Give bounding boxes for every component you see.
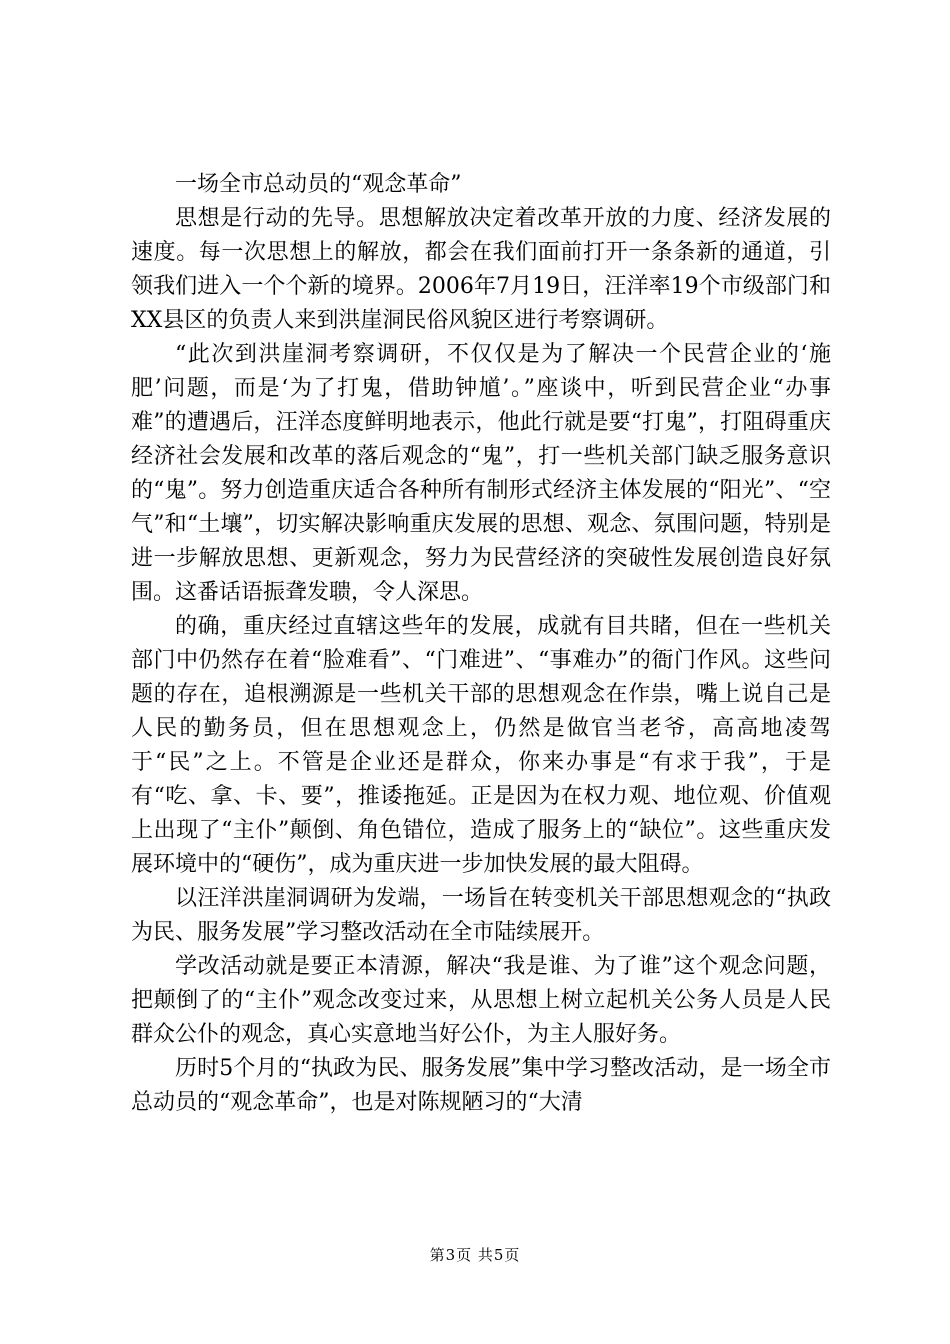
article-body xyxy=(131,168,831,1120)
paragraph-1: 思想是行动的先导。思想解放决定着改革开放的力度、经济发展的速度。每一次思想上的解放，都会在我们面前打开一条条新的通道，引领我们进入一个个新的境界。2006年7月19日，汪洋率19个市级部门和XX县区的负责人来到洪崖洞民俗风貌区进行考察调研。 xyxy=(131,206,831,333)
article-heading: 一场全市总动员的“观念革命” xyxy=(175,172,462,197)
paragraph-3: 的确，重庆经过直辖这些年的发展，成就有目共睹，但在一些机关部门中仍然存在着“脸难看”、“门难进”、“事难办”的衙门作风。这些问题的存在，追根溯源是一些机关干部的思想观念在作祟，嘴上说自己是人民的勤务员，但在思想观念上，仍然是做官当老爷，高高地凌驾于“民”之上。不管是企业还是群众，你来办事是“有求于我”，于是有“吃、拿、卡、要”，推诿拖延。正是因为在权力观、地位观、价值观上出现了“主仆”颠倒、角色错位，造成了服务上的“缺位”。这些重庆发展环境中的“硬伤”，成为重庆进一步加快发展的最大阻碍。 xyxy=(131,614,831,877)
paragraph-2: “此次到洪崖洞考察调研，不仅仅是为了解决一个民营企业的‘施肥’问题，而是‘为了打鬼，借助钟馗’。”座谈中，听到民营企业“办事难”的遭遇后，汪洋态度鲜明地表示，他此行就是要“打鬼”，打阻碍重庆经济社会发展和改革的落后观念的“鬼”，打一些机关部门缺乏服务意识的“鬼”。努力创造重庆适合各种所有制形式经济主体发展的“阳光”、“空气”和“土壤”，切实解决影响重庆发展的思想、观念、氛围问题，特别是进一步解放思想、更新观念，努力为民营经济的突破性发展创造良好氛围。这番话语振聋发聩，令人深思。 xyxy=(131,342,831,605)
paragraph-4: 以汪洋洪崖洞调研为发端，一场旨在转变机关干部思想观念的“执政为民、服务发展”学习整改活动在全市陆续展开。 xyxy=(131,886,831,945)
paragraph-6: 历时5个月的“执政为民、服务发展”集中学习整改活动，是一场全市总动员的“观念革命”，也是对陈规陋习的“大清 xyxy=(131,1056,831,1115)
paragraph-5: 学改活动就是要正本清源，解决“我是谁、为了谁”这个观念问题，把颠倒了的“主仆”观念改变过来，从思想上树立起机关公务人员是人民群众公仆的观念，真心实意地当好公仆，为主人服好务。 xyxy=(131,954,831,1047)
page-number-footer: 第3页 共5页 xyxy=(429,1246,521,1264)
